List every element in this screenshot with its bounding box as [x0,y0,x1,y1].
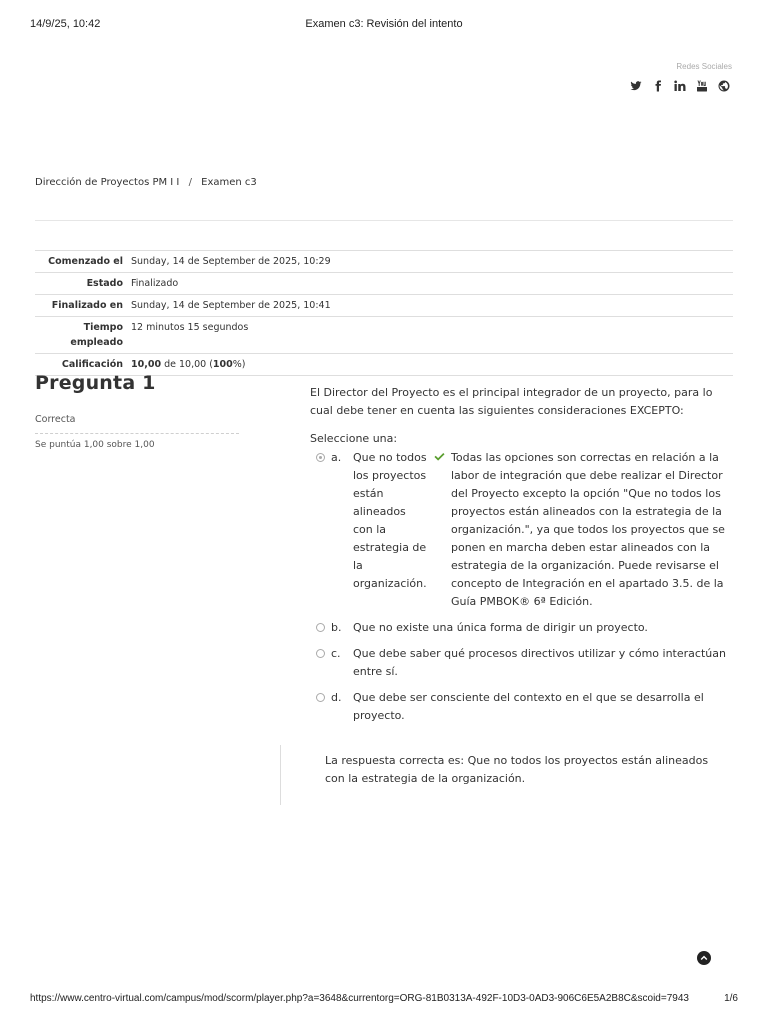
option-text: Que debe saber qué procesos directivos utilizar y cómo interactúan entre sí. [353,647,726,678]
option-letter: a. [331,451,342,464]
answer-option-d[interactable] [310,689,730,725]
divider [35,220,733,221]
right-answer-text: La respuesta correcta es: Que no todos los proyectos están alineados con la estrategia de la organización. [325,754,709,785]
breadcrumb-course-link[interactable]: Dirección de Proyectos PM I I [35,177,180,188]
summary-label: Estado [86,278,123,289]
summary-value: 12 minutos 15 segundos [131,322,249,333]
summary-value: Sunday, 14 de September de 2025, 10:41 [131,300,331,311]
breadcrumb-activity-link[interactable]: Examen c3 [201,177,257,188]
breadcrumb-separator: / [188,177,192,188]
summary-row-started [35,251,733,273]
grade-score: 10,00 [131,359,162,370]
grade-of: de 10,00 ( [161,359,213,370]
question-state: Correcta [35,414,239,434]
summary-label: Tiempo empleado [70,322,123,348]
answer-option-b[interactable] [310,619,730,637]
question-title: Pregunta 1 [35,372,156,394]
radio-button[interactable] [316,693,325,702]
question-info [35,372,239,450]
option-text: Que no existe una única forma de dirigir un proyecto. [353,621,648,634]
back-to-top-button[interactable] [697,951,711,965]
social-icons [630,79,730,93]
print-title: Examen c3: Revisión del intento [305,18,463,30]
summary-value: Sunday, 14 de September de 2025, 10:29 [131,256,331,267]
linkedin-icon[interactable] [674,79,686,93]
option-feedback: Todas las opciones son correctas en relación a la labor de integración que debe realizar el Director del Proyecto excepto la opción "Que no todos los proyectos están alineados con la estrategia de la organización.", ya que todos los proyectos que se ponen en marcha deben estar alineados con la estrategia de la organización. Puede revisarse el concepto de Integración en el apartado 3.5. de la Guía PMBOK® 6ª Edición. [451,451,725,608]
right-answer [280,745,730,805]
summary-value: Finalizado [131,278,179,289]
option-text: Que no todos los proyectos están alineados con la estrategia de la organización. [353,451,427,590]
answer-option-a[interactable] [310,449,730,611]
summary-row-finished [35,295,733,317]
print-date: 14/9/25, 10:42 [30,18,101,30]
answer-options [310,449,730,725]
twitter-icon[interactable] [630,79,642,93]
breadcrumb [35,177,257,188]
answer-option-c[interactable] [310,645,730,681]
radio-button[interactable] [316,623,325,632]
globe-icon[interactable] [718,79,730,93]
radio-button-selected[interactable] [316,453,325,462]
grade-percent: 100 [212,359,233,370]
facebook-icon[interactable] [652,79,664,93]
option-text: Que debe ser consciente del contexto en el que se desarrolla el proyecto. [353,691,704,722]
print-url: https://www.centro-virtual.com/campus/mod/scorm/player.php?a=3648&currentorg=ORG-81B0313A-492F-10D3-0AD3-906C6E5A2B8C&scoid=7943 [30,993,689,1004]
page-number: 1/6 [724,993,738,1004]
option-letter: c. [331,647,341,660]
grade-suffix: %) [232,359,246,370]
youtube-icon[interactable] [696,79,708,93]
summary-label: Comenzado el [48,256,123,267]
check-icon [427,449,451,462]
social-label: Redes Sociales [676,62,732,71]
question-prompt: Seleccione una: [310,432,398,445]
option-letter: d. [331,691,342,704]
question-content [310,384,730,733]
question-grade: Se puntúa 1,00 sobre 1,00 [35,440,155,450]
summary-row-time [35,317,733,354]
question-text: El Director del Proyecto es el principal integrador de un proyecto, para lo cual debe tener en cuenta las siguientes consideraciones EXCEPTO: [310,386,713,417]
summary-label: Calificación [61,359,123,370]
attempt-summary-table [35,250,733,376]
summary-row-state [35,273,733,295]
option-letter: b. [331,621,342,634]
chevron-up-icon [700,954,708,962]
radio-button[interactable] [316,649,325,658]
summary-label: Finalizado en [51,300,123,311]
